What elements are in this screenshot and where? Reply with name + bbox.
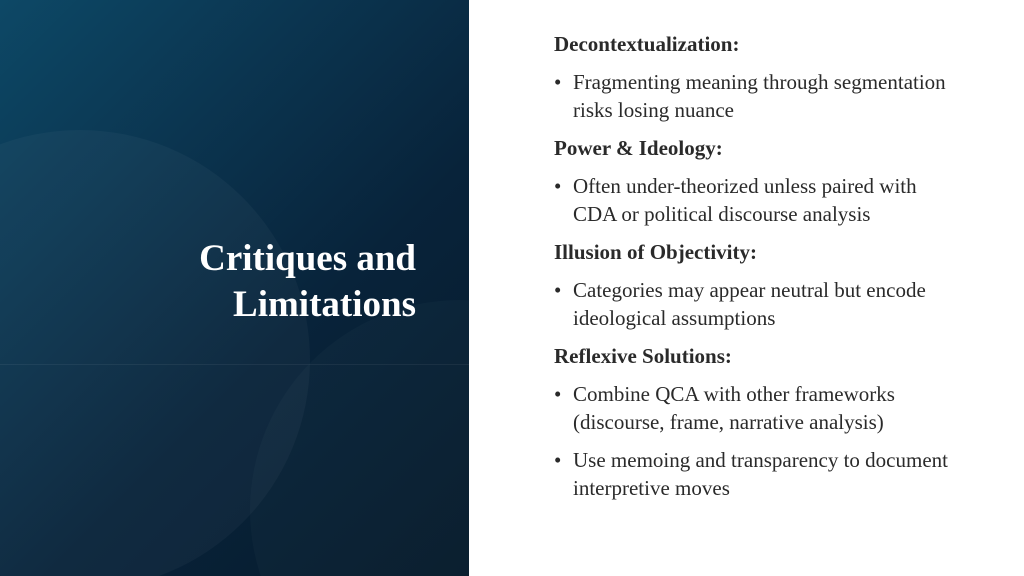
bullet-dot: • [554, 278, 562, 302]
slide-title-line-2: Limitations [233, 284, 416, 325]
bullet-dot: • [554, 70, 562, 94]
slide-title-line-1: Critiques and [199, 238, 416, 279]
bullet-text: Categories may appear neutral but encode ideological assumptions [573, 278, 926, 330]
bullet-dot: • [554, 382, 562, 406]
bullet-item [554, 276, 954, 332]
bullet-dot: • [554, 174, 562, 198]
title-panel [0, 0, 469, 576]
bullet-text: Combine QCA with other frameworks (discourse, frame, narrative analysis) [573, 382, 895, 434]
bullet-item [554, 172, 954, 228]
bullet-item [554, 446, 954, 502]
decorative-divider [0, 364, 469, 365]
section-heading-decontextualization: Decontextualization: [554, 32, 740, 56]
bullet-item [554, 68, 954, 124]
bullet-text: Often under-theorized unless paired with CDA or political discourse analysis [573, 174, 917, 226]
bullet-text: Fragmenting meaning through segmentation risks losing nuance [573, 70, 946, 122]
slide-title [56, 236, 416, 328]
bullet-dot: • [554, 448, 562, 472]
section-heading-power-ideology: Power & Ideology: [554, 136, 723, 160]
bullet-item [554, 380, 954, 436]
section-heading-illusion-objectivity: Illusion of Objectivity: [554, 240, 757, 264]
content-area [554, 30, 954, 512]
section-heading-reflexive-solutions: Reflexive Solutions: [554, 344, 732, 368]
bullet-text: Use memoing and transparency to document interpretive moves [573, 448, 948, 500]
